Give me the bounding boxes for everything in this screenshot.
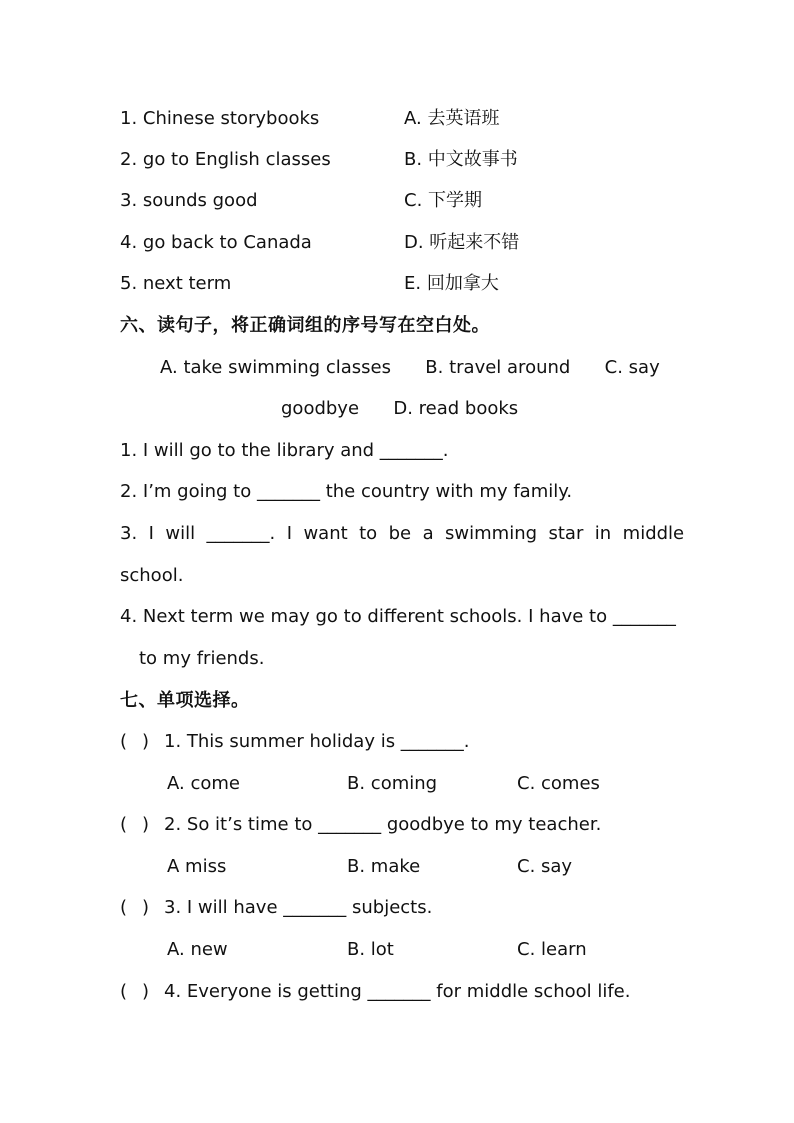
section6-question-2: 2. I’m going to _______ the country with my family. (120, 481, 573, 502)
section7-title: 七、单项选择。 (120, 690, 250, 711)
answer-bracket-close: ) (142, 981, 150, 1002)
mc-1-option-c: C. comes (517, 773, 600, 794)
match-left-5: 5. next term (120, 273, 232, 294)
answer-bracket-close: ) (142, 731, 150, 752)
section6-question-3-line1: 3. I will _______. I want to be a swimming star in middle (120, 523, 685, 544)
mc-question-text: 3. I will have _______ subjects. (164, 897, 433, 918)
answer-bracket-close: ) (142, 814, 150, 835)
mc-question-text: 4. Everyone is getting _______ for middle school life. (164, 981, 631, 1002)
mc-question-2 (120, 813, 601, 837)
mc-1-option-b: B. coming (347, 773, 438, 794)
section6-question-1: 1. I will go to the library and _______. (120, 440, 449, 461)
mc-question-4 (120, 980, 630, 1004)
answer-bracket-close: ) (142, 897, 150, 918)
mc-3-option-b: B. lot (347, 939, 394, 960)
match-right-b: B. 中文故事书 (404, 149, 518, 170)
match-right-d: D. 听起来不错 (404, 232, 520, 253)
mc-question-1 (120, 730, 470, 754)
answer-bracket-open: ( (120, 731, 128, 752)
match-left-2: 2. go to English classes (120, 149, 331, 170)
mc-1-option-a: A. come (167, 773, 240, 794)
mc-2-option-b: B. make (347, 856, 421, 877)
match-right-a: A. 去英语班 (404, 108, 500, 129)
section6-options-line2: goodbye D. read books (281, 398, 519, 419)
match-right-e: E. 回加拿大 (404, 273, 499, 294)
section6-question-4-line2: to my friends. (139, 648, 265, 669)
mc-2-option-c: C. say (517, 856, 573, 877)
mc-question-3 (120, 896, 432, 920)
mc-question-text: 1. This summer holiday is _______. (164, 731, 470, 752)
mc-3-option-a: A. new (167, 939, 228, 960)
match-left-1: 1. Chinese storybooks (120, 108, 320, 129)
section6-options-line1: A. take swimming classes B. travel around C. say (160, 357, 660, 378)
match-left-3: 3. sounds good (120, 190, 258, 211)
answer-bracket-open: ( (120, 814, 128, 835)
mc-question-text: 2. So it’s time to _______ goodbye to my teacher. (164, 814, 602, 835)
match-left-4: 4. go back to Canada (120, 232, 312, 253)
section6-question-4-line1: 4. Next term we may go to different schools. I have to _______ (120, 606, 676, 627)
match-right-c: C. 下学期 (404, 190, 483, 211)
section6-title: 六、读句子，将正确词组的序号写在空白处。 (120, 315, 490, 336)
mc-3-option-c: C. learn (517, 939, 587, 960)
section6-question-3-line2: school. (120, 565, 184, 586)
mc-2-option-a: A miss (167, 856, 227, 877)
answer-bracket-open: ( (120, 981, 128, 1002)
answer-bracket-open: ( (120, 897, 128, 918)
